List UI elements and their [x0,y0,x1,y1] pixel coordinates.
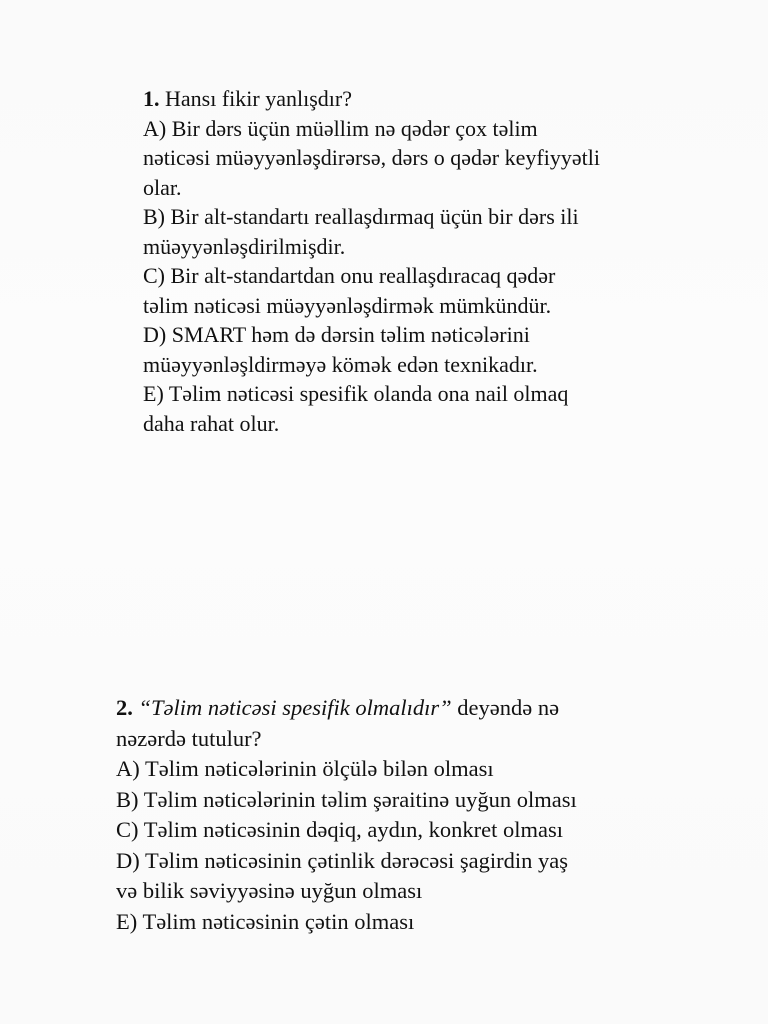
question-2-option-c: C) Təlim nəticəsinin dəqiq, aydın, konkret olması [116,817,564,842]
question-2-option-a: A) Təlim nəticələrinin ölçülə bilən olması [116,756,494,781]
question-1-option-d-line-2: müəyyənləşldirməyə kömək edən texnikadır. [143,351,538,377]
question-2-option-b: B) Təlim nəticələrinin təlim şəraitinə uyğun olması [116,786,577,812]
question-1-option-e-line-1: E) Təlim nəticəsi spesifik olanda ona nail olmaq [143,381,569,406]
question-1-option-b-line-1: B) Bir alt-standartı reallaşdırmaq üçün bir dərs ili [143,204,579,229]
question-2-number: 2. [116,695,133,720]
question-1-option-c-line-2: təlim nəticəsi müəyyənləşdirmək mümkündür. [143,292,552,318]
question-1-option-b-line-2: müəyyənləşdirilmişdir. [143,233,346,259]
question-2-stem-line-1 [116,693,706,724]
question-2-quote: “Təlim nəticəsi spesifik olmalıdır” [138,695,452,720]
question-1-number: 1. [143,86,160,111]
question-1-option-c-line-1: C) Bir alt-standartdan onu reallaşdıracaq qədər [143,263,556,288]
question-1-option-a-line-2: nəticəsi müəyyənləşdirərsə, dərs o qədər keyfiyyətli [143,145,600,170]
question-1-option-e-line-2: daha rahat olur. [143,410,280,436]
question-2-stem-line-2: nəzərdə tutulur? [116,725,262,751]
question-2 [116,693,706,937]
question-1-text: Hansı fikir yanlışdır? [159,86,352,111]
question-2-option-e: E) Təlim nəticəsinin çətin olması [116,908,415,934]
question-1 [143,84,703,438]
question-2-option-d-line-2: və bilik səviyyəsinə uyğun olması [116,878,423,903]
question-1-option-a-line-3: olar. [143,174,182,200]
question-2-option-d-line-1: D) Təlim nəticəsinin çətinlik dərəcəsi şagirdin yaş [116,847,568,873]
question-1-stem [143,84,703,114]
question-1-option-d-line-1: D) SMART həm də dərsin təlim nəticələrini [143,322,530,347]
question-1-option-a-line-1: A) Bir dərs üçün müəllim nə qədər çox təlim [143,115,538,141]
question-2-stem-rest: deyəndə nə [451,695,560,720]
